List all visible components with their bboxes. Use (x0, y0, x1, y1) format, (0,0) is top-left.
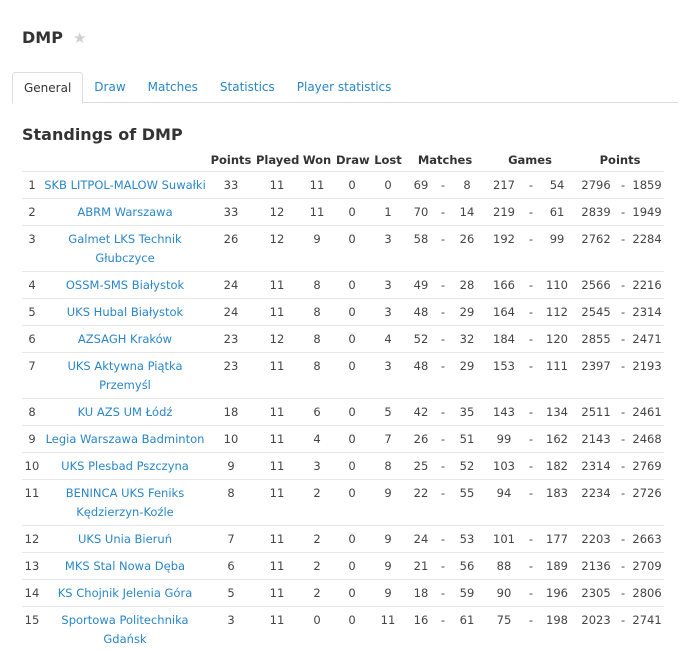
games-against-cell: 182 (538, 453, 576, 480)
points-cell: 26 (208, 226, 254, 272)
points-for-cell: 2136 (576, 553, 616, 580)
points-for-cell: 2511 (576, 399, 616, 426)
separator: - (436, 580, 450, 607)
separator: - (524, 272, 538, 299)
won-cell: 4 (300, 426, 334, 453)
lost-cell: 4 (370, 326, 406, 353)
separator: - (616, 580, 630, 607)
team-link[interactable]: UKS Aktywna Piątka Przemyśl (67, 359, 182, 392)
won-cell: 6 (300, 399, 334, 426)
won-cell: 8 (300, 299, 334, 326)
tab-player-statistics[interactable]: Player statistics (286, 72, 403, 101)
team-cell (42, 526, 208, 553)
games-for-cell: 143 (484, 399, 524, 426)
draw-cell: 0 (334, 480, 370, 526)
points-cell: 33 (208, 199, 254, 226)
lost-cell: 5 (370, 399, 406, 426)
matches-for-cell: 25 (406, 453, 436, 480)
separator: - (616, 553, 630, 580)
points-against-cell: 1949 (630, 199, 664, 226)
team-cell (42, 607, 208, 652)
games-against-cell: 61 (538, 199, 576, 226)
team-link[interactable]: OSSM-SMS Białystok (66, 278, 184, 292)
separator: - (616, 607, 630, 652)
separator: - (436, 299, 450, 326)
team-link[interactable]: BENINCA UKS Feniks Kędzierzyn-Koźle (66, 486, 184, 519)
separator: - (436, 353, 450, 399)
points-cell: 10 (208, 426, 254, 453)
points-cell: 7 (208, 526, 254, 553)
standings-body (22, 172, 664, 652)
played-cell: 11 (254, 426, 300, 453)
points-cell: 9 (208, 453, 254, 480)
won-cell: 11 (300, 172, 334, 199)
games-against-cell: 111 (538, 353, 576, 399)
points-against-cell: 2468 (630, 426, 664, 453)
points-against-cell: 2216 (630, 272, 664, 299)
page-header (22, 28, 86, 47)
games-against-cell: 99 (538, 226, 576, 272)
won-cell: 9 (300, 226, 334, 272)
lost-cell: 9 (370, 480, 406, 526)
tab-bar (12, 72, 678, 103)
separator: - (524, 172, 538, 199)
matches-against-cell: 29 (450, 353, 484, 399)
lost-cell: 0 (370, 172, 406, 199)
separator: - (436, 526, 450, 553)
separator: - (524, 553, 538, 580)
separator: - (524, 299, 538, 326)
matches-for-cell: 42 (406, 399, 436, 426)
separator: - (616, 226, 630, 272)
played-cell: 12 (254, 326, 300, 353)
won-cell: 2 (300, 580, 334, 607)
won-cell: 8 (300, 326, 334, 353)
separator: - (436, 607, 450, 652)
separator: - (616, 172, 630, 199)
draw-cell: 0 (334, 199, 370, 226)
points-against-cell: 2471 (630, 326, 664, 353)
team-link[interactable]: KU AZS UM Łódź (78, 405, 173, 419)
lost-cell: 3 (370, 226, 406, 272)
games-against-cell: 112 (538, 299, 576, 326)
matches-against-cell: 61 (450, 607, 484, 652)
lost-cell: 3 (370, 272, 406, 299)
separator: - (436, 553, 450, 580)
points-cell: 18 (208, 399, 254, 426)
games-for-cell: 217 (484, 172, 524, 199)
won-cell: 2 (300, 553, 334, 580)
table-row (22, 172, 664, 199)
matches-against-cell: 59 (450, 580, 484, 607)
played-cell: 12 (254, 226, 300, 272)
matches-for-cell: 58 (406, 226, 436, 272)
points-cell: 6 (208, 553, 254, 580)
won-cell: 2 (300, 480, 334, 526)
matches-against-cell: 8 (450, 172, 484, 199)
separator: - (436, 172, 450, 199)
separator: - (524, 326, 538, 353)
team-cell (42, 480, 208, 526)
games-against-cell: 162 (538, 426, 576, 453)
points-for-cell: 2545 (576, 299, 616, 326)
separator: - (436, 226, 450, 272)
draw-cell: 0 (334, 553, 370, 580)
separator: - (616, 299, 630, 326)
separator: - (436, 399, 450, 426)
points-against-cell: 1859 (630, 172, 664, 199)
draw-cell: 0 (334, 226, 370, 272)
separator: - (524, 426, 538, 453)
points-for-cell: 2796 (576, 172, 616, 199)
games-for-cell: 184 (484, 326, 524, 353)
played-cell: 11 (254, 353, 300, 399)
tab-draw[interactable]: Draw (83, 72, 136, 101)
played-cell: 11 (254, 299, 300, 326)
team-cell (42, 172, 208, 199)
rank-cell: 13 (22, 553, 42, 580)
games-against-cell: 189 (538, 553, 576, 580)
points-cell: 24 (208, 299, 254, 326)
tab-general[interactable]: General (12, 72, 83, 104)
table-row (22, 553, 664, 580)
table-row (22, 480, 664, 526)
matches-against-cell: 14 (450, 199, 484, 226)
rank-cell: 6 (22, 326, 42, 353)
draw-cell: 0 (334, 453, 370, 480)
won-cell: 8 (300, 272, 334, 299)
team-cell (42, 399, 208, 426)
games-against-cell: 110 (538, 272, 576, 299)
separator: - (524, 199, 538, 226)
points-cell: 24 (208, 272, 254, 299)
table-row (22, 199, 664, 226)
won-cell: 11 (300, 199, 334, 226)
lost-cell: 3 (370, 299, 406, 326)
matches-against-cell: 35 (450, 399, 484, 426)
games-against-cell: 54 (538, 172, 576, 199)
rank-cell: 4 (22, 272, 42, 299)
games-against-cell: 198 (538, 607, 576, 652)
matches-for-cell: 21 (406, 553, 436, 580)
separator: - (616, 353, 630, 399)
rank-cell: 8 (22, 399, 42, 426)
rank-cell: 10 (22, 453, 42, 480)
points-against-cell: 2663 (630, 526, 664, 553)
team-cell (42, 326, 208, 353)
team-cell (42, 553, 208, 580)
games-for-cell: 164 (484, 299, 524, 326)
draw-cell: 0 (334, 607, 370, 652)
table-row (22, 580, 664, 607)
col-draw: Draw (334, 149, 370, 172)
games-for-cell: 153 (484, 353, 524, 399)
points-against-cell: 2741 (630, 607, 664, 652)
separator: - (524, 526, 538, 553)
separator: - (524, 580, 538, 607)
played-cell: 11 (254, 553, 300, 580)
points-cell: 23 (208, 326, 254, 353)
points-against-cell: 2193 (630, 353, 664, 399)
standings-table (22, 149, 664, 652)
col-points-total: Points (576, 149, 664, 172)
col-played: Played (254, 149, 300, 172)
team-link[interactable]: UKS Hubal Białystok (67, 305, 183, 319)
team-cell (42, 453, 208, 480)
games-for-cell: 219 (484, 199, 524, 226)
separator: - (436, 453, 450, 480)
played-cell: 11 (254, 172, 300, 199)
lost-cell: 11 (370, 607, 406, 652)
team-link[interactable]: SKB LITPOL-MALOW Suwałki (44, 178, 206, 192)
matches-for-cell: 48 (406, 299, 436, 326)
games-against-cell: 196 (538, 580, 576, 607)
draw-cell: 0 (334, 399, 370, 426)
games-for-cell: 166 (484, 272, 524, 299)
standings-header-row (22, 149, 664, 172)
col-points: Points (208, 149, 254, 172)
lost-cell: 8 (370, 453, 406, 480)
draw-cell: 0 (334, 426, 370, 453)
matches-against-cell: 52 (450, 453, 484, 480)
points-against-cell: 2709 (630, 553, 664, 580)
games-for-cell: 103 (484, 453, 524, 480)
table-row (22, 426, 664, 453)
table-row (22, 453, 664, 480)
points-for-cell: 2762 (576, 226, 616, 272)
team-link[interactable]: ABRM Warszawa (77, 205, 172, 219)
table-row (22, 299, 664, 326)
rank-cell: 3 (22, 226, 42, 272)
rank-cell: 1 (22, 172, 42, 199)
games-for-cell: 192 (484, 226, 524, 272)
points-against-cell: 2806 (630, 580, 664, 607)
separator: - (616, 272, 630, 299)
team-cell (42, 353, 208, 399)
col-games: Games (484, 149, 576, 172)
matches-against-cell: 55 (450, 480, 484, 526)
played-cell: 11 (254, 272, 300, 299)
separator: - (436, 426, 450, 453)
points-for-cell: 2305 (576, 580, 616, 607)
matches-for-cell: 18 (406, 580, 436, 607)
matches-for-cell: 70 (406, 199, 436, 226)
rank-cell: 9 (22, 426, 42, 453)
games-against-cell: 177 (538, 526, 576, 553)
points-for-cell: 2397 (576, 353, 616, 399)
matches-against-cell: 29 (450, 299, 484, 326)
points-for-cell: 2839 (576, 199, 616, 226)
played-cell: 12 (254, 199, 300, 226)
team-cell (42, 199, 208, 226)
separator: - (616, 426, 630, 453)
separator: - (436, 326, 450, 353)
matches-for-cell: 69 (406, 172, 436, 199)
points-for-cell: 2023 (576, 607, 616, 652)
table-row (22, 607, 664, 652)
points-cell: 33 (208, 172, 254, 199)
star-icon[interactable]: ★ (73, 29, 86, 47)
table-row (22, 272, 664, 299)
points-for-cell: 2143 (576, 426, 616, 453)
lost-cell: 1 (370, 199, 406, 226)
separator: - (436, 480, 450, 526)
rank-cell: 15 (22, 607, 42, 652)
played-cell: 11 (254, 607, 300, 652)
page-title: DMP (22, 28, 63, 47)
matches-against-cell: 32 (450, 326, 484, 353)
matches-against-cell: 51 (450, 426, 484, 453)
points-for-cell: 2234 (576, 480, 616, 526)
rank-cell: 12 (22, 526, 42, 553)
lost-cell: 3 (370, 353, 406, 399)
matches-for-cell: 16 (406, 607, 436, 652)
games-for-cell: 94 (484, 480, 524, 526)
team-link[interactable]: MKS Stal Nowa Dęba (65, 559, 185, 573)
games-against-cell: 134 (538, 399, 576, 426)
won-cell: 3 (300, 453, 334, 480)
standings-title: Standings of DMP (22, 125, 183, 144)
points-for-cell: 2855 (576, 326, 616, 353)
separator: - (524, 399, 538, 426)
table-row (22, 399, 664, 426)
games-against-cell: 120 (538, 326, 576, 353)
games-for-cell: 99 (484, 426, 524, 453)
lost-cell: 7 (370, 426, 406, 453)
points-against-cell: 2314 (630, 299, 664, 326)
separator: - (436, 199, 450, 226)
team-cell (42, 299, 208, 326)
tab-statistics[interactable]: Statistics (209, 72, 286, 101)
matches-against-cell: 56 (450, 553, 484, 580)
team-cell (42, 226, 208, 272)
table-row (22, 526, 664, 553)
separator: - (616, 526, 630, 553)
team-link[interactable]: UKS Unia Bieruń (78, 532, 172, 546)
points-cell: 23 (208, 353, 254, 399)
matches-against-cell: 53 (450, 526, 484, 553)
matches-for-cell: 26 (406, 426, 436, 453)
points-cell: 8 (208, 480, 254, 526)
won-cell: 8 (300, 353, 334, 399)
matches-against-cell: 28 (450, 272, 484, 299)
separator: - (616, 480, 630, 526)
table-row (22, 353, 664, 399)
draw-cell: 0 (334, 172, 370, 199)
played-cell: 11 (254, 526, 300, 553)
separator: - (524, 480, 538, 526)
separator: - (524, 226, 538, 272)
games-for-cell: 88 (484, 553, 524, 580)
games-for-cell: 75 (484, 607, 524, 652)
points-for-cell: 2314 (576, 453, 616, 480)
separator: - (616, 199, 630, 226)
draw-cell: 0 (334, 353, 370, 399)
separator: - (616, 453, 630, 480)
team-link[interactable]: Legia Warszawa Badminton (46, 432, 205, 446)
team-link[interactable]: Galmet LKS Technik Głubczyce (68, 232, 181, 265)
table-row (22, 226, 664, 272)
matches-for-cell: 49 (406, 272, 436, 299)
rank-cell: 11 (22, 480, 42, 526)
team-cell (42, 426, 208, 453)
played-cell: 11 (254, 453, 300, 480)
matches-against-cell: 26 (450, 226, 484, 272)
separator: - (524, 453, 538, 480)
points-for-cell: 2566 (576, 272, 616, 299)
tab-matches[interactable]: Matches (137, 72, 209, 101)
rank-cell: 7 (22, 353, 42, 399)
draw-cell: 0 (334, 299, 370, 326)
team-link[interactable]: Sportowa Politechnika Gdańsk (61, 613, 188, 646)
points-against-cell: 2726 (630, 480, 664, 526)
col-lost: Lost (370, 149, 406, 172)
won-cell: 0 (300, 607, 334, 652)
team-link[interactable]: KS Chojnik Jelenia Góra (58, 586, 193, 600)
games-for-cell: 90 (484, 580, 524, 607)
played-cell: 11 (254, 580, 300, 607)
played-cell: 11 (254, 399, 300, 426)
points-cell: 3 (208, 607, 254, 652)
matches-for-cell: 48 (406, 353, 436, 399)
separator: - (524, 353, 538, 399)
separator: - (616, 326, 630, 353)
points-against-cell: 2461 (630, 399, 664, 426)
rank-cell: 14 (22, 580, 42, 607)
points-against-cell: 2284 (630, 226, 664, 272)
games-against-cell: 183 (538, 480, 576, 526)
lost-cell: 9 (370, 580, 406, 607)
rank-cell: 5 (22, 299, 42, 326)
team-link[interactable]: AZSAGH Kraków (78, 332, 172, 346)
team-cell (42, 272, 208, 299)
points-against-cell: 2769 (630, 453, 664, 480)
separator: - (524, 607, 538, 652)
lost-cell: 9 (370, 553, 406, 580)
draw-cell: 0 (334, 326, 370, 353)
draw-cell: 0 (334, 526, 370, 553)
matches-for-cell: 22 (406, 480, 436, 526)
col-won: Won (300, 149, 334, 172)
points-for-cell: 2203 (576, 526, 616, 553)
draw-cell: 0 (334, 272, 370, 299)
matches-for-cell: 52 (406, 326, 436, 353)
matches-for-cell: 24 (406, 526, 436, 553)
separator: - (436, 272, 450, 299)
rank-cell: 2 (22, 199, 42, 226)
table-row (22, 326, 664, 353)
won-cell: 2 (300, 526, 334, 553)
separator: - (616, 399, 630, 426)
col-matches: Matches (406, 149, 484, 172)
points-cell: 5 (208, 580, 254, 607)
played-cell: 11 (254, 480, 300, 526)
games-for-cell: 101 (484, 526, 524, 553)
lost-cell: 9 (370, 526, 406, 553)
team-link[interactable]: UKS Plesbad Pszczyna (61, 459, 189, 473)
draw-cell: 0 (334, 580, 370, 607)
team-cell (42, 580, 208, 607)
